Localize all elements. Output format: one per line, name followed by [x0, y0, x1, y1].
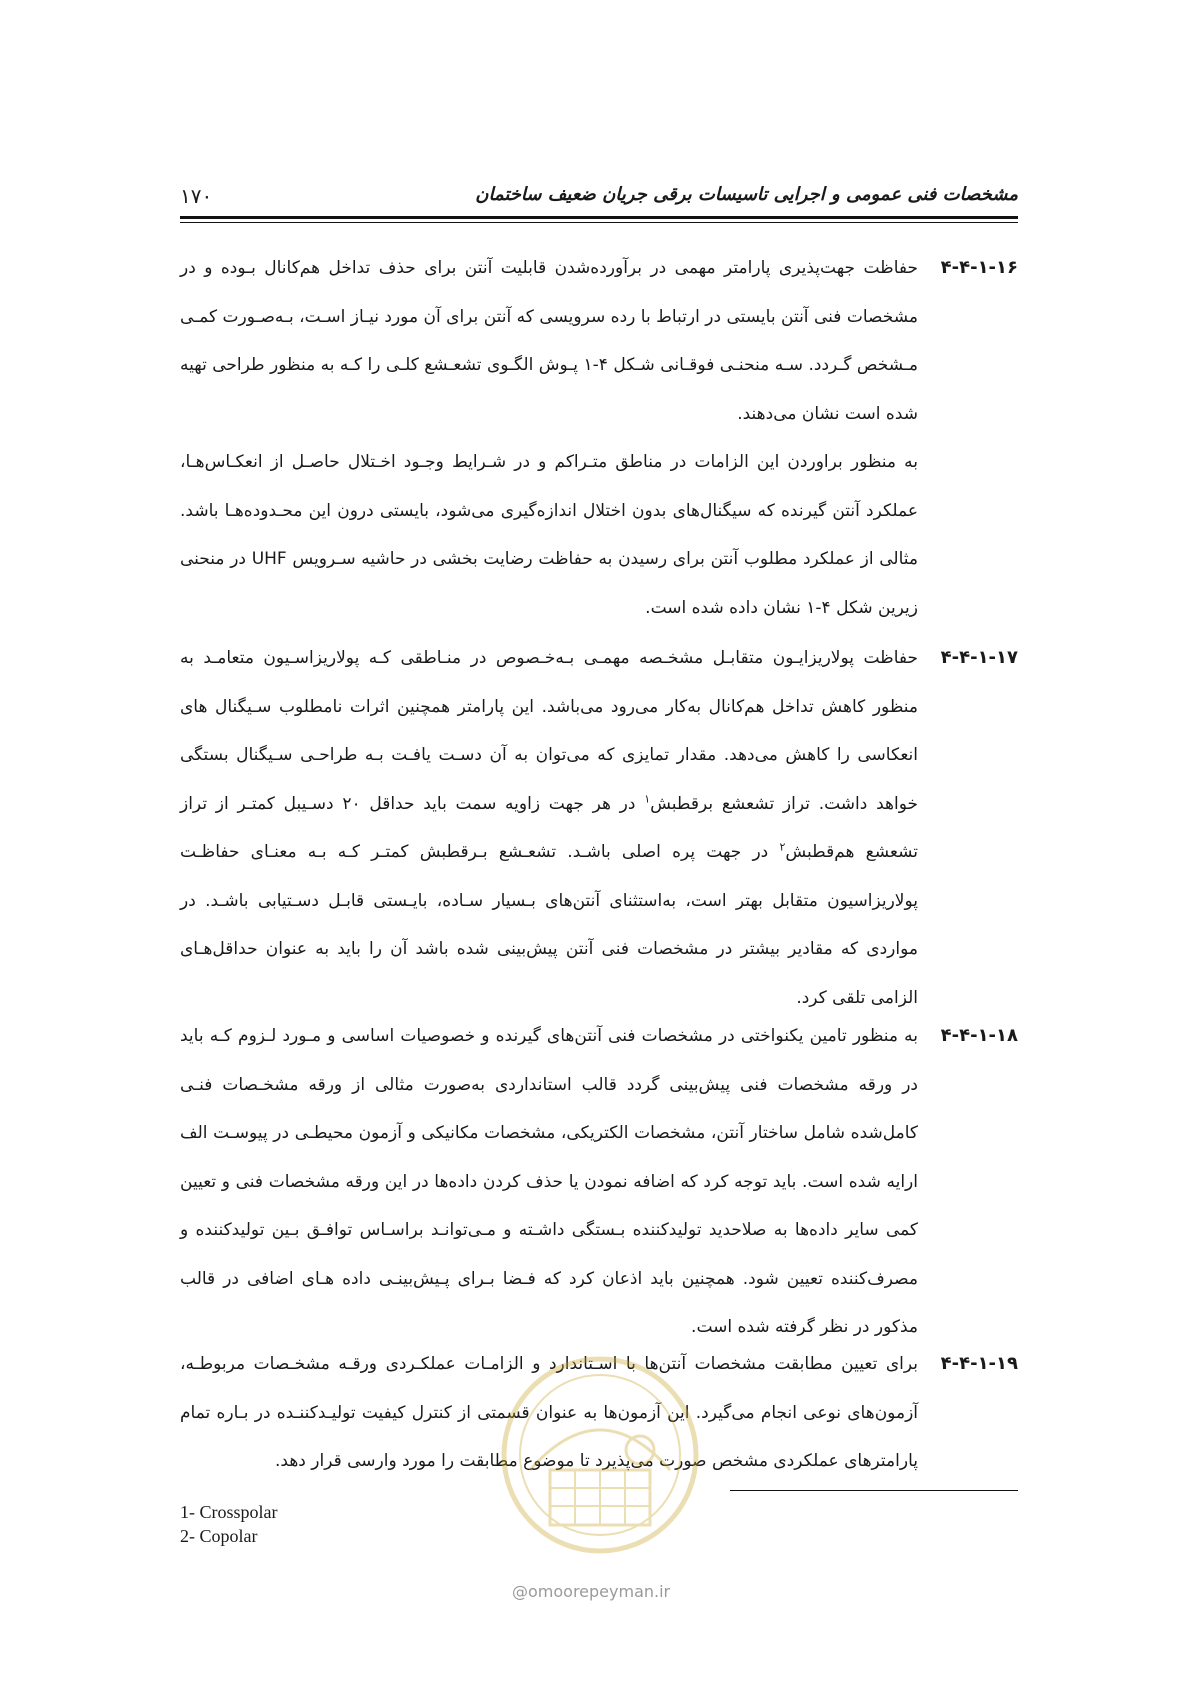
paragraph: حفاظت جهت‌پذیری پارامتر مهمی در برآورده‌شدن قابلیت آنتن برای حذف تداخل هم‌کانال بـوده و در مشخصات فنی آنتن بایستی در ارتباط با رده سرویسی که آنتن برای آن مورد نیـاز اسـت، بـه‌صـورت کمـی مـشخص گـردد. سـه منحنـی فوقـانی شـکل ۴-۱ پـوش الگـوی تشعـشع کلـی را کـه به منظور طراحی تهیه شده است نشان می‌دهند.	[180, 258, 918, 424]
section-18	[180, 1012, 1018, 1352]
section-body	[180, 634, 918, 1022]
footnote-1: 1- Crosspolar	[180, 1502, 278, 1522]
footnote-rule	[730, 1490, 1018, 1491]
section-number: ۴-۴-۱-۱۹	[940, 1353, 1018, 1374]
section-number: ۴-۴-۱-۱۶	[940, 257, 1018, 278]
watermark-site-label: @omoorepeyman.ir	[512, 1582, 671, 1601]
text-run: در جهت پره اصلی باشـد. تشعـشع بـرقطبش کمتـر کـه بـه معنـای حفاظـت پولاریزاسیون متقابل بهتر است، به‌استثنای آنتن‌های بـسیار سـاده، بایـستی قابـل دسـتیابی باشـد. در مواردی که مقادیر بیشتر در مشخصات فنی آنتن پیش‌بینی شده باشد آن را باید به عنوان حداقل‌هـای الزامی تلقی کرد.	[180, 842, 918, 1008]
section-body	[180, 244, 918, 632]
footnote-ref-2[interactable]: ۲	[779, 840, 786, 854]
paragraph	[180, 634, 918, 1022]
header-rule-thin	[180, 222, 1018, 223]
paragraph: به منظور تامین یکنواختی در مشخصات فنی آنتن‌های گیرنده و خصوصیات اساسی و مـورد لـزوم کـه باید در ورقه مشخصات فنی پیش‌بینی گردد قالب استانداردی به‌صورت مثالی از ورقه مشخـصات فنـی کامل‌شده شامل ساختار آنتن، مشخصات الکتریکی، مشخصات مکانیکی و آزمون محیطـی در پیوسـت الف ارایه شده است. باید توجه کرد که اضافه نمودن یا حذف کردن داده‌ها در این ورقه مشخصات فنی و تعیین کمی سایر داده‌ها به صلاحدید تولیدکننده بـستگی داشـته و مـی‌توانـد براسـاس توافـق بـین تولیدکننده و مصرف‌کننده تعیین شود. همچنین باید اذعان کرد که فـضا بـرای پـیش‌بینـی داده هـای اضافی در قالب مذکور در نظر گرفته شده است.	[180, 1026, 918, 1337]
paragraph: به منظور براوردن این الزامات در مناطق متـراکم و در شـرایط وجـود اخـتلال حاصـل از انعکـاس‌هـا، عملکرد آنتن گیرنده که سیگنال‌های بدون اختلال اندازه‌گیری می‌شود، بایستی درون این محـدوده‌هـا باشد. مثالی از عملکرد مطلوب آنتن برای رسیدن به حفاظت رضایت بخشی در حاشیه سـرویس UHF در منحنی زیرین شکل ۴-۱ نشان داده شده است.	[180, 452, 918, 618]
watermark-seal-icon	[490, 1350, 710, 1560]
section-17	[180, 634, 1018, 1022]
header-rule	[180, 216, 1018, 219]
page-number: ۱۷۰	[180, 184, 213, 208]
footnote-2: 2- Copolar	[180, 1526, 258, 1546]
running-title: مشخصات فنی عمومی و اجرایی تاسیسات برقی جریان ضعیف ساختمان	[475, 184, 1018, 205]
page-header	[180, 180, 1018, 214]
section-number: ۴-۴-۱-۱۷	[940, 647, 1018, 668]
section-16	[180, 244, 1018, 632]
text-run: در هر جهت زاویه سمت باید حداقل ۲۰ دسـیبل کمتـر از تراز تشعشع هم‌قطبش	[180, 793, 918, 862]
footnote-ref-1[interactable]: ۱	[644, 791, 651, 805]
section-body	[180, 1012, 918, 1352]
text-run: حفاظت پولاریزایـون متقابـل مشخـصه مهمـی بـه‌خـصوص در منـاطقی کـه پولاریزاسـیون متعامـد به منظور کاهش تداخل هم‌کانال به‌کار می‌رود می‌باشد. این پارامتر همچنین اثرات نامطلوب سـیگنال های انعکاسی را کاهش می‌دهد. مقدار تمایزی که می‌توان به آن دسـت یافـت بـه طراحـی سـیگنال بستگی خواهد داشت. تراز تشعشع برقطبش	[180, 648, 918, 814]
footnotes	[180, 1500, 278, 1548]
section-number: ۴-۴-۱-۱۸	[940, 1025, 1018, 1046]
paragraph: برای تعیین مطابقت مشخصات آنتن‌ها با اسـتاندارد و الزامـات عملکـردی ورقـه مشخـصات مربوطـه، آزمون‌های نوعی انجام می‌گیرد. این آزمون‌ها به عنوان قسمتی از کنترل کیفیت تولیـدکننـده در بـاره تمام پارامترهای عملکردی مشخص صورت می‌پذیرد تا موضوع مطابقت را مورد وارسی قرار دهد.	[180, 1354, 918, 1471]
